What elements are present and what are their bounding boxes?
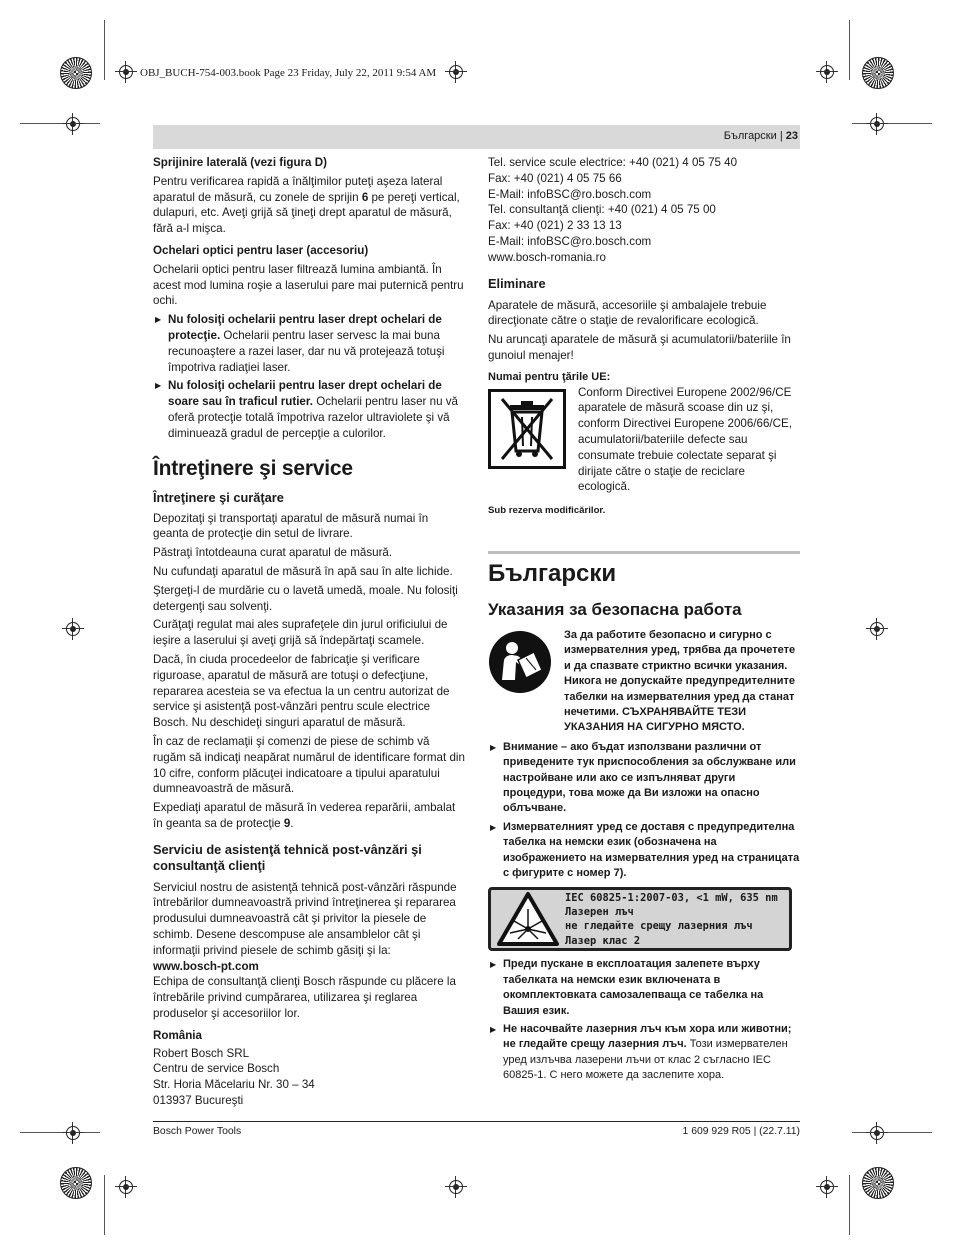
footer-brand: Bosch Power Tools (153, 1126, 242, 1137)
left-column (153, 155, 465, 1112)
contact-line: Fax: +40 (021) 2 33 13 13 (488, 219, 622, 233)
trim-line (20, 123, 100, 124)
bullet-glasses-protection: ▶ Nu folosiţi ochelarii pentru laser drept ochelari de protecţie. Ochelarii pentru laser servesc la mai buna recunoaştere a razei laser, dar nu vă protejează totuşi împotriva radiaţiei laser. (153, 312, 465, 375)
right-column (488, 155, 800, 1087)
heading-support: Serviciu de asistenţă tehnică post-vânzări şi consultanţă clienţi (153, 841, 422, 873)
paragraph-dispose-2: Nu aruncaţi aparatele de măsură şi acumulatorii/bateriile în gunoiul menajer! (488, 333, 791, 362)
laser-warning-label (488, 887, 792, 951)
trim-line (849, 1175, 850, 1235)
bullet-bg-warning-4: ▶ Не насочвайте лазерния лъч към хора или животни; не гледайте срещу лазерния лъч. Този измервателен уред излъчва лазерени лъчи от клас 2 съгласно IEC 60825-1. С него можете да заслепите хора. (488, 1022, 800, 1084)
paragraph-clean-2: Păstraţi întotdeauna curat aparatul de măsură. (153, 546, 393, 560)
header-separator: | (779, 130, 783, 142)
section-title-service: Întreţinere şi service (153, 456, 353, 480)
crosshair-icon (62, 113, 84, 135)
laser-hazard-icon (491, 890, 565, 948)
country-heading: România (153, 1028, 202, 1042)
address-block (153, 1046, 465, 1109)
paragraph-clean-8: Expediaţi aparatul de măsură în vederea reparării, ambalat în geanta sa de protecţie 9. (153, 801, 456, 830)
paragraph-clean-1: Depozitaţi şi transportaţi aparatul de măsură numai în geanta de protecţie din setul de livrare. (153, 511, 429, 541)
weee-block (488, 385, 800, 496)
paragraph-eu: Conform Directivei Europene 2002/96/CE aparatele de măsură scoase din uz şi, conform Directivei Europene 2006/66/CE, acumulatorii/bateriile defecte sau consumate trebuie colectate separat şi dirijate către o staţie de reciclare ecologică. (578, 385, 792, 494)
paragraph-clean-3: Nu cufundaţi aparatul de măsură în apă sau în alte lichide. (153, 564, 453, 578)
paragraph-dispose-1: Aparatele de măsură, accesoriile şi ambalajele trebuie direcţionate către o staţie de revalorificare ecologică. (488, 298, 767, 328)
label-line: не гледайте срещу лазерния лъч (565, 920, 753, 933)
paragraph-support-2: Echipa de consultanţă clienţi Bosch răspunde cu plăcere la întrebările privind cumpărarea, utilizarea şi reglarea produselor şi accesoriilor lor. (153, 975, 456, 1021)
heading-lateral: Sprijinire laterală (vezi figura D) (153, 156, 327, 169)
paragraph-clean-7: În caz de reclamaţii şi comenzi de piese de schimb vă rugăm să indicaţi neapărat numărul de identificare format din 10 cifre, conform plăcuţei indicatoare a tipului aparatului dumneavoastră de măsură. (153, 734, 465, 796)
section-divider (488, 551, 800, 554)
crosshair-icon (816, 1176, 838, 1198)
safety-intro-block (488, 628, 800, 736)
reserve-note: Sub rezerva modificărilor. (488, 505, 606, 517)
heading-safety-bg: Указания за безопасна работа (488, 599, 742, 619)
paragraph-clean-5: Curăţaţi regulat mai ales suprafeţele din jurul orificiului de ieşire a laserului şi aveţi grijă să îndepărtaţi scamele. (153, 618, 448, 648)
label-line: IEC 60825-1:2007-03, <1 mW, 635 nm (565, 891, 778, 904)
address-line: Str. Horia Măcelariu Nr. 30 – 34 (153, 1078, 315, 1092)
language-title-bulgarian: Български (488, 559, 617, 587)
paragraph-clean-4: Ştergeţi-l de murdărie cu o lavetă umedă, moale. Nu folosiţi detergenţi sau solvenţi. (153, 583, 458, 613)
support-url: www.bosch-pt.com (153, 959, 259, 973)
registration-sunburst-icon (862, 1167, 894, 1199)
contact-block (488, 155, 800, 266)
trim-line (852, 1132, 932, 1133)
trim-line (849, 20, 850, 80)
read-manual-icon (488, 630, 552, 736)
crosshair-icon (866, 113, 888, 135)
bullet-bg-warning-2: ▶ Измервателният уред се доставя с предупредителна табелка на немски език (обозначена на изображението на измервателния уред на страницата с фигурите с номер 7). (488, 820, 800, 882)
heading-cleaning: Întreţinere şi curăţare (153, 489, 284, 505)
registration-sunburst-icon (862, 57, 894, 89)
footer-code: 1 609 929 R05 | (22.7.11) (682, 1126, 800, 1137)
contact-line: E-Mail: infoBSC@ro.bosch.com (488, 234, 652, 248)
crosshair-icon (816, 61, 838, 83)
registration-sunburst-icon (60, 1167, 92, 1199)
crosshair-icon (62, 1122, 84, 1144)
paragraph-lateral: Pentru verificarea rapidă a înălţimilor puteţi aşeza lateral aparatul de măsură, cu zonele de sprijin 6 pe pereţi vertical, dulapuri, etc. Aveţi grijă să ţineţi drept aparatul de măsură, fără a-l mişca. (153, 174, 460, 236)
contact-line: www.bosch-romania.ro (488, 250, 606, 264)
registration-sunburst-icon (60, 57, 92, 89)
contact-line: E-Mail: infoBSC@ro.bosch.com (488, 187, 652, 201)
address-line: 013937 Bucureşti (153, 1094, 244, 1108)
laser-label-text (565, 891, 778, 949)
paragraph-clean-6: Dacă, în ciuda procedeelor de fabricaţie şi verificare riguroase, aparatul de măsură are totuşi o defecţiune, repararea acesteia se va efectua la un centru autorizat de service şi asistenţă post-vânzări pentru scule electrice Bosch. Nu deschideţi singuri aparatul de măsură. (153, 652, 450, 730)
bullet-bg-warning-3: ▶ Преди пускане в експлоатация залепете върху табелката на немски език включената в окомплектовката самозалепваща се табелка на Вашия език. (488, 957, 800, 1019)
contact-line: Tel. consultanţă clienţi: +40 (021) 4 05 75 00 (488, 203, 716, 217)
trim-line (852, 123, 932, 124)
bullet-glasses-sun: ▶ Nu folosiţi ochelarii pentru laser drept ochelari de soare sau în traficul rutier. Ochelarii pentru laser nu vă oferă protecţie totală împotriva razelor ultraviolete şi vă diminuează gradul de percepţie a culorilor. (153, 378, 465, 441)
address-line: Robert Bosch SRL (153, 1046, 250, 1060)
header-language: Български (723, 130, 777, 142)
crosshair-icon (866, 1122, 888, 1144)
heading-dispose: Eliminare (488, 275, 546, 291)
crosshair-icon (115, 1176, 137, 1198)
running-header-text (724, 130, 798, 142)
footer-rule (153, 1121, 800, 1122)
weee-bin-icon (488, 389, 566, 496)
contact-line: Fax: +40 (021) 4 05 75 66 (488, 171, 622, 185)
heading-glasses: Ochelari optici pentru laser (accesoriu) (153, 243, 369, 257)
crosshair-icon (445, 61, 467, 83)
running-header (153, 125, 800, 149)
eu-only-heading: Numai pentru ţările UE: (488, 370, 611, 383)
crosshair-icon (115, 61, 137, 83)
label-line: Лазер клас 2 (565, 934, 641, 947)
address-line: Centru de service Bosch (153, 1062, 280, 1076)
trim-line (20, 1132, 100, 1133)
safety-intro-text: За да работите безопасно и сигурно с измервателния уред, трябва да прочетете и да спазвате стриктно всички указания. Никога не допускайте предупредителните табелки на измервателния уред да станат нечетими. СЪХРАНЯВАЙТЕ ТЕЗИ УКАЗАНИЯ НА СИГУРНО МЯСТО. (564, 628, 796, 734)
bullet-bg-warning-1: ▶ Внимание – ако бъдат използвани различни от приведените тук приспособления за обслужване или настройване или ако се изпълняват други процедури, това може да Ви изложи на опасно облъчване. (488, 740, 800, 817)
trim-line (104, 20, 105, 80)
crosshair-icon (62, 618, 84, 640)
crosshair-icon (445, 1176, 467, 1198)
page-number: 23 (785, 130, 798, 142)
paragraph-glasses: Ochelarii optici pentru laser filtrează lumina ambiantă. În acest mod lumina roşie a laserului pare mai puternică pentru ochi. (153, 262, 464, 308)
crosshair-icon (866, 618, 888, 640)
print-slug: OBJ_BUCH-754-003.book Page 23 Friday, July 22, 2011 9:54 AM (140, 67, 437, 79)
contact-line: Tel. service scule electrice: +40 (021) 4 05 75 40 (488, 156, 738, 169)
paragraph-support-1: Serviciul nostru de asistenţă tehnică post-vânzări răspunde întrebărilor dumneavoastră privind întreţinerea şi repararea produsului dumneavoastră cât şi privitor la piesele de schimb. Desene descompuse ale ansamblelor cât şi informaţii privind piesele de schimb găsiţi şi la: (153, 880, 457, 957)
trim-line (104, 1175, 105, 1235)
label-line: Лазерен лъч (565, 906, 634, 919)
